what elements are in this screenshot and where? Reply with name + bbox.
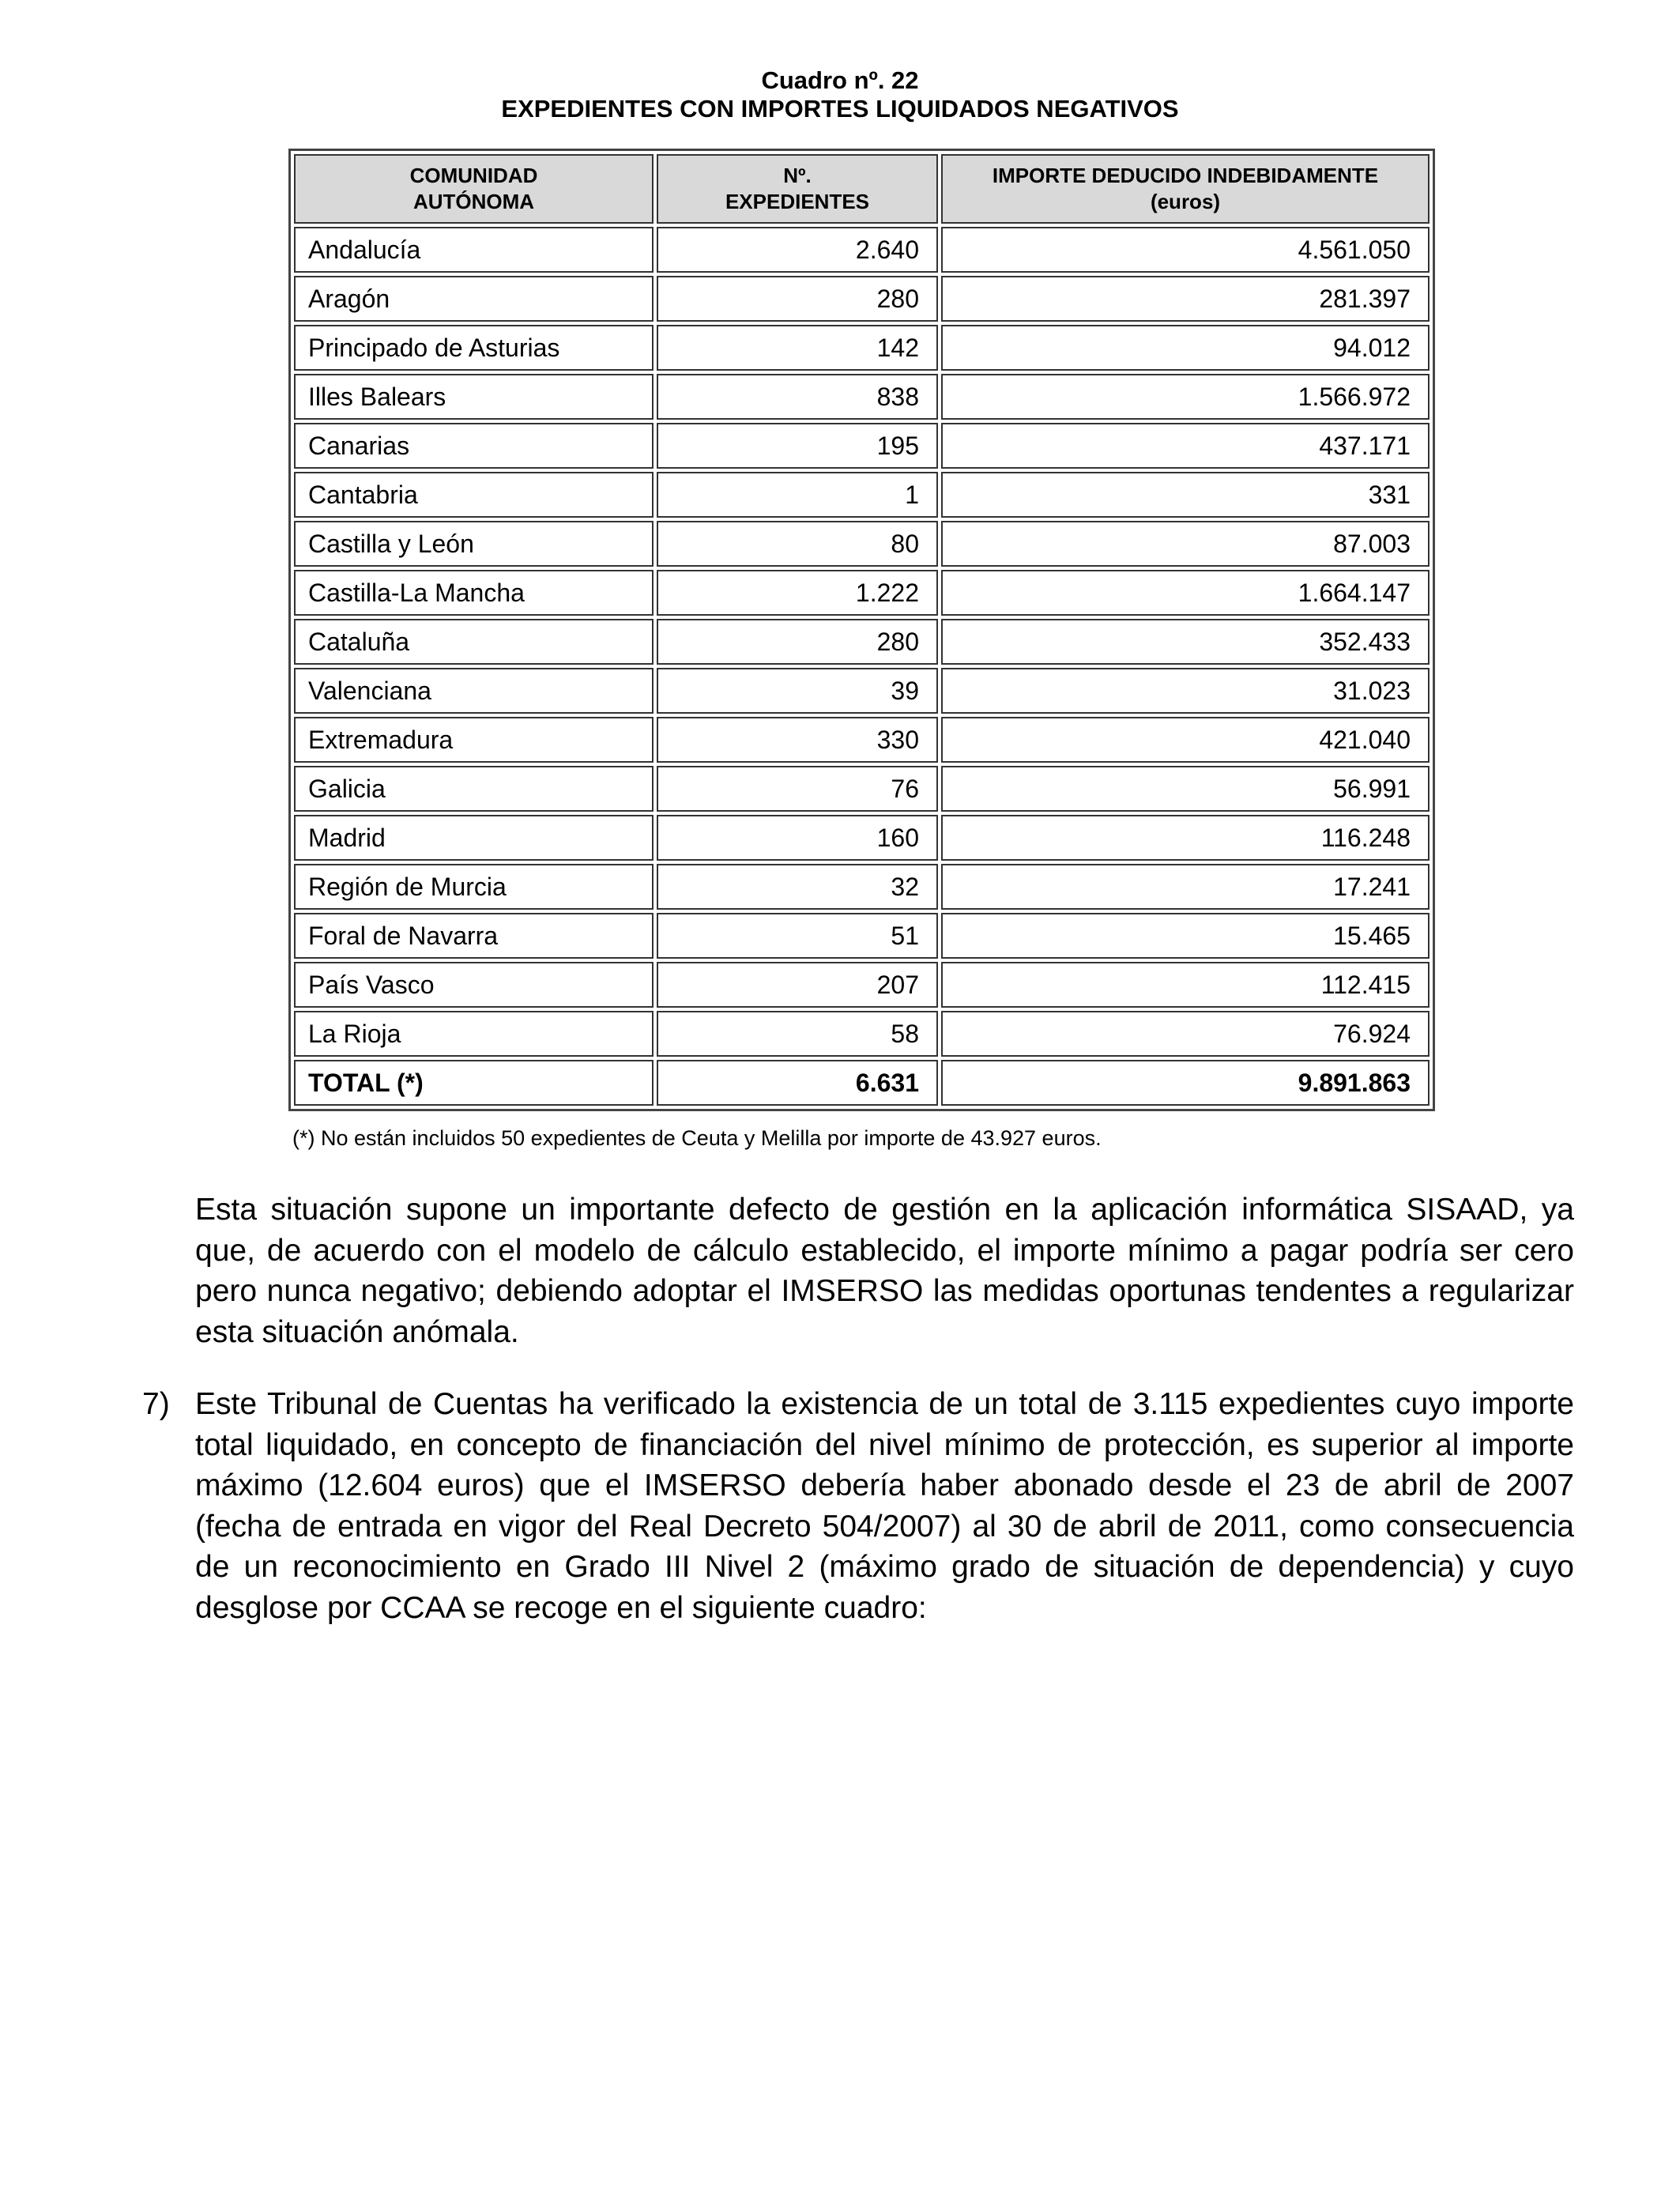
cell-importe: 94.012 <box>941 325 1430 371</box>
body-paragraph-numbered: Este Tribunal de Cuentas ha verificado la existencia de un total de 3.115 expedientes cuyo importe total liquidado, en concepto de financiación del nivel mínimo de protección, es superior al importe máximo (12.604 euros) que el IMSERSO debería haber abonado desde el 23 de abril de 2007 (fecha de entrada en vigor del Real Decreto 504/2007) al 30 de abril de 2011, como consecuencia de un reconocimiento en Grado III Nivel 2 (máximo grado de situación de dependencia) y cuyo desglose por CCAA se recoge en el siguiente cuadro: <box>195 1387 1574 1625</box>
list-item-number: 7) <box>142 1387 170 1421</box>
table-row <box>294 423 1430 469</box>
cell-comunidad: Canarias <box>294 423 654 469</box>
header-comunidad <box>294 154 654 224</box>
table-row <box>294 276 1430 322</box>
header-expedientes <box>657 154 938 224</box>
cell-expedientes: 207 <box>657 962 938 1008</box>
cell-importe: 331 <box>941 472 1430 518</box>
cell-importe: 87.003 <box>941 521 1430 567</box>
table-caption-number: Cuadro nº. 22 <box>761 66 919 94</box>
table-body <box>294 227 1430 1106</box>
cell-comunidad: Cataluña <box>294 619 654 665</box>
cell-comunidad: Andalucía <box>294 227 654 273</box>
cell-comunidad: Castilla-La Mancha <box>294 570 654 616</box>
cell-comunidad: La Rioja <box>294 1011 654 1057</box>
table-row <box>294 668 1430 714</box>
cell-expedientes: 280 <box>657 276 938 322</box>
table-row <box>294 962 1430 1008</box>
cell-importe: 116.248 <box>941 815 1430 861</box>
cell-expedientes: 39 <box>657 668 938 714</box>
cell-importe: 1.664.147 <box>941 570 1430 616</box>
cell-expedientes: 160 <box>657 815 938 861</box>
table-row <box>294 521 1430 567</box>
cell-comunidad: Principado de Asturias <box>294 325 654 371</box>
cell-expedientes: 1 <box>657 472 938 518</box>
table-header-row <box>294 154 1430 224</box>
table-caption-title: EXPEDIENTES CON IMPORTES LIQUIDADOS NEGATIVOS <box>501 95 1179 123</box>
cell-expedientes: 58 <box>657 1011 938 1057</box>
table-row <box>294 374 1430 420</box>
cell-expedientes: 1.222 <box>657 570 938 616</box>
cell-importe: 76.924 <box>941 1011 1430 1057</box>
cell-expedientes: 195 <box>657 423 938 469</box>
cell-importe: 1.566.972 <box>941 374 1430 420</box>
cell-comunidad: Región de Murcia <box>294 864 654 910</box>
cell-importe: 281.397 <box>941 276 1430 322</box>
table-row <box>294 227 1430 273</box>
header-comunidad-line1: COMUNIDAD <box>409 164 538 187</box>
cell-comunidad: Valenciana <box>294 668 654 714</box>
cell-comunidad: Foral de Navarra <box>294 913 654 959</box>
cell-comunidad: Extremadura <box>294 717 654 763</box>
cell-comunidad: Illes Balears <box>294 374 654 420</box>
cell-expedientes: 2.640 <box>657 227 938 273</box>
header-importe-line2: (euros) <box>1150 190 1221 213</box>
table-total-row <box>294 1060 1430 1106</box>
cell-expedientes: 838 <box>657 374 938 420</box>
table-row <box>294 717 1430 763</box>
header-importe-line1: IMPORTE DEDUCIDO INDEBIDAMENTE <box>992 164 1379 187</box>
cell-expedientes: 51 <box>657 913 938 959</box>
header-importe <box>941 154 1430 224</box>
cell-importe: 352.433 <box>941 619 1430 665</box>
table-row <box>294 1011 1430 1057</box>
table-row <box>294 766 1430 812</box>
table-row <box>294 325 1430 371</box>
header-expedientes-line1: Nº. <box>783 164 812 187</box>
table-row <box>294 472 1430 518</box>
cell-comunidad: Cantabria <box>294 472 654 518</box>
cell-expedientes: 280 <box>657 619 938 665</box>
expedientes-table <box>288 149 1435 1111</box>
cell-expedientes: 142 <box>657 325 938 371</box>
cell-importe: 31.023 <box>941 668 1430 714</box>
cell-comunidad: Galicia <box>294 766 654 812</box>
cell-expedientes: 80 <box>657 521 938 567</box>
cell-importe: 4.561.050 <box>941 227 1430 273</box>
cell-importe: 437.171 <box>941 423 1430 469</box>
cell-expedientes: 330 <box>657 717 938 763</box>
table-row <box>294 619 1430 665</box>
cell-expedientes: 76 <box>657 766 938 812</box>
table-row <box>294 570 1430 616</box>
cell-comunidad: Castilla y León <box>294 521 654 567</box>
cell-importe: 17.241 <box>941 864 1430 910</box>
cell-importe: 421.040 <box>941 717 1430 763</box>
cell-comunidad: TOTAL (*) <box>294 1060 654 1106</box>
body-paragraph: Esta situación supone un importante defecto de gestión en la aplicación informática SISAAD, ya que, de acuerdo con el modelo de cálculo establecido, el importe mínimo a pagar podría ser cero pero nunca negativo; debiendo adoptar el IMSERSO las medidas oportunas tendentes a regularizar esta situación anómala. <box>195 1193 1574 1349</box>
cell-importe: 112.415 <box>941 962 1430 1008</box>
cell-comunidad: Madrid <box>294 815 654 861</box>
header-comunidad-line2: AUTÓNOMA <box>412 190 535 213</box>
cell-importe: 56.991 <box>941 766 1430 812</box>
table-footnote: (*) No están incluidos 50 expedientes de Ceuta y Melilla por importe de 43.927 euros. <box>292 1126 1102 1150</box>
cell-importe: 15.465 <box>941 913 1430 959</box>
header-expedientes-line2: EXPEDIENTES <box>725 190 870 213</box>
table-row <box>294 864 1430 910</box>
table-row <box>294 815 1430 861</box>
cell-expedientes: 32 <box>657 864 938 910</box>
cell-expedientes: 6.631 <box>657 1060 938 1106</box>
cell-importe: 9.891.863 <box>941 1060 1430 1106</box>
cell-comunidad: Aragón <box>294 276 654 322</box>
cell-comunidad: País Vasco <box>294 962 654 1008</box>
table-row <box>294 913 1430 959</box>
